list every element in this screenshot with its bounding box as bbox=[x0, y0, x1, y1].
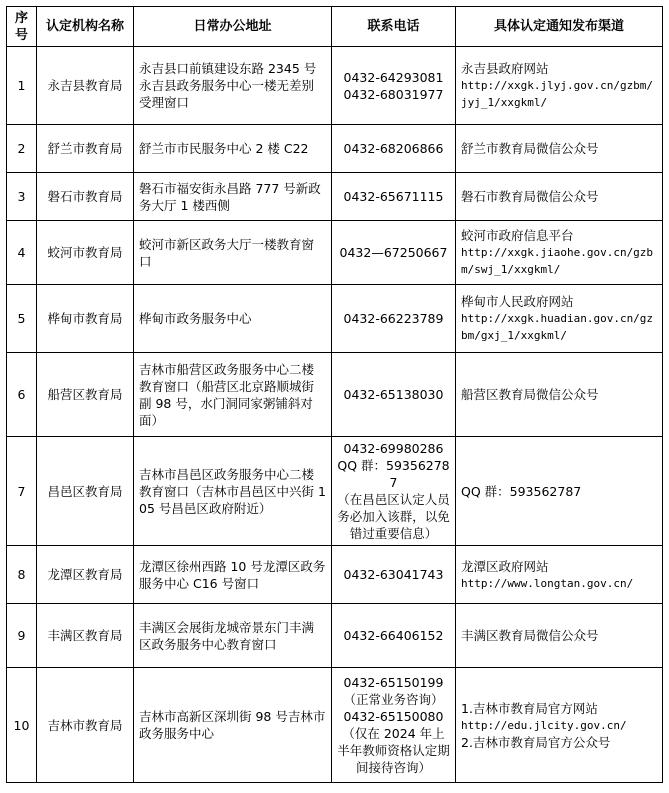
contact-phone bbox=[332, 125, 456, 173]
contact-phone bbox=[332, 546, 456, 604]
channel-url[interactable]: http://www.longtan.gov.cn/ bbox=[461, 576, 634, 590]
header-agency: 认定机构名称 bbox=[37, 7, 134, 47]
channel-url[interactable]: http://xxgk.jiaohe.gov.cn/gzbm/swj_1/xxgkml/ bbox=[461, 246, 654, 276]
agency-name: 船营区教育局 bbox=[37, 353, 134, 437]
contact-phone bbox=[332, 173, 456, 221]
agency-name: 永吉县教育局 bbox=[37, 47, 134, 125]
channel-url[interactable]: http://edu.jlcity.gov.cn/ bbox=[461, 718, 627, 732]
phone-line: （仅在 2024 年上半年教师资格认定期间接待咨询） bbox=[337, 726, 450, 775]
channel-url[interactable]: http://xxgk.jlyj.gov.cn/gzbm/jyj_1/xxgkml/ bbox=[461, 79, 654, 109]
row-index: 5 bbox=[7, 285, 37, 353]
notice-channel bbox=[456, 353, 663, 437]
phone-line: 0432-68031977 bbox=[343, 86, 444, 102]
notice-channel bbox=[456, 285, 663, 353]
table-row bbox=[7, 668, 663, 783]
office-address: 蛟河市新区政务大厅一楼教育窗口 bbox=[134, 221, 332, 285]
channel-label: QQ 群：593562787 bbox=[461, 483, 582, 499]
table-row bbox=[7, 353, 663, 437]
notice-channel bbox=[456, 437, 663, 546]
contact-phone bbox=[332, 437, 456, 546]
notice-channel bbox=[456, 668, 663, 783]
office-address: 吉林市昌邑区政务服务中心二楼教育窗口（吉林市昌邑区中兴街 105 号昌邑区政府附近） bbox=[134, 437, 332, 546]
phone-line: 0432-69980286 bbox=[343, 441, 444, 456]
phone-line: （在昌邑区认定人员务必加入该群，以免错过重要信息） bbox=[337, 492, 450, 541]
table-row bbox=[7, 221, 663, 285]
notice-channel bbox=[456, 546, 663, 604]
phone-line: 0432-64293081 bbox=[343, 69, 444, 85]
table-row bbox=[7, 437, 663, 546]
contact-phone bbox=[332, 221, 456, 285]
notice-channel bbox=[456, 125, 663, 173]
contact-phone bbox=[332, 604, 456, 668]
channel-label: 舒兰市教育局微信公众号 bbox=[461, 141, 599, 156]
phone-line: 0432-65671115 bbox=[343, 189, 444, 204]
agency-name: 桦甸市教育局 bbox=[37, 285, 134, 353]
office-address: 磐石市福安街永昌路 777 号新政务大厅 1 楼西侧 bbox=[134, 173, 332, 221]
agency-name: 磐石市教育局 bbox=[37, 173, 134, 221]
contact-phone bbox=[332, 285, 456, 353]
channel-label: 永吉县政府网站 bbox=[461, 61, 549, 76]
certification-agency-table bbox=[6, 6, 663, 783]
phone-line: QQ 群：593562787 bbox=[337, 458, 450, 490]
table-row bbox=[7, 285, 663, 353]
phone-line: 0432-66223789 bbox=[343, 311, 444, 326]
notice-channel bbox=[456, 173, 663, 221]
agency-name: 舒兰市教育局 bbox=[37, 125, 134, 173]
office-address: 永吉县口前镇建设东路 2345 号永吉县政务服务中心一楼无差别受理窗口 bbox=[134, 47, 332, 125]
notice-channel bbox=[456, 47, 663, 125]
agency-name: 丰满区教育局 bbox=[37, 604, 134, 668]
phone-line: （正常业务咨询） bbox=[343, 692, 444, 707]
office-address: 龙潭区徐州西路 10 号龙潭区政务服务中心 C16 号窗口 bbox=[134, 546, 332, 604]
row-index: 2 bbox=[7, 125, 37, 173]
agency-name: 龙潭区教育局 bbox=[37, 546, 134, 604]
office-address: 吉林市船营区政务服务中心二楼教育窗口（船营区北京路顺城街副 98 号，水门洞同家粥铺斜对面） bbox=[134, 353, 332, 437]
agency-name: 蛟河市教育局 bbox=[37, 221, 134, 285]
row-index: 8 bbox=[7, 546, 37, 604]
row-index: 9 bbox=[7, 604, 37, 668]
channel-label: 1.吉林市教育局官方网站 bbox=[461, 700, 598, 716]
row-index: 10 bbox=[7, 668, 37, 783]
row-index: 4 bbox=[7, 221, 37, 285]
contact-phone bbox=[332, 353, 456, 437]
table-row bbox=[7, 47, 663, 125]
notice-channel bbox=[456, 221, 663, 285]
office-address: 舒兰市市民服务中心 2 楼 C22 bbox=[134, 125, 332, 173]
phone-line: 0432-65150199 bbox=[343, 675, 444, 690]
contact-phone bbox=[332, 47, 456, 125]
phone-line: 0432-66406152 bbox=[343, 628, 444, 643]
channel-label: 2.吉林市教育局官方公众号 bbox=[461, 734, 611, 750]
office-address: 丰满区会展街龙城帝景东门丰满区政务服务中心教育窗口 bbox=[134, 604, 332, 668]
row-index: 7 bbox=[7, 437, 37, 546]
header-address: 日常办公地址 bbox=[134, 7, 332, 47]
table-header-row bbox=[7, 7, 663, 47]
channel-label: 丰满区教育局微信公众号 bbox=[461, 628, 599, 643]
notice-channel bbox=[456, 604, 663, 668]
office-address: 吉林市高新区深圳街 98 号吉林市政务服务中心 bbox=[134, 668, 332, 783]
row-index: 3 bbox=[7, 173, 37, 221]
channel-label: 蛟河市政府信息平台 bbox=[461, 228, 574, 243]
phone-line: 0432—67250667 bbox=[339, 245, 448, 260]
contact-phone bbox=[332, 668, 456, 783]
table-row bbox=[7, 173, 663, 221]
office-address: 桦甸市政务服务中心 bbox=[134, 285, 332, 353]
phone-line: 0432-65150080 bbox=[343, 709, 444, 724]
phone-line: 0432-65138030 bbox=[343, 387, 444, 402]
row-index: 6 bbox=[7, 353, 37, 437]
channel-label: 桦甸市人民政府网站 bbox=[461, 294, 574, 309]
channel-label: 磐石市教育局微信公众号 bbox=[461, 189, 599, 204]
header-channel: 具体认定通知发布渠道 bbox=[456, 7, 663, 47]
phone-line: 0432-68206866 bbox=[343, 141, 444, 156]
agency-name: 吉林市教育局 bbox=[37, 668, 134, 783]
row-index: 1 bbox=[7, 47, 37, 125]
channel-url[interactable]: http://xxgk.huadian.gov.cn/gzbm/gxj_1/xxgkml/ bbox=[461, 312, 654, 342]
channel-label: 船营区教育局微信公众号 bbox=[461, 387, 599, 402]
agency-name: 昌邑区教育局 bbox=[37, 437, 134, 546]
table-row bbox=[7, 604, 663, 668]
header-index: 序号 bbox=[7, 7, 37, 47]
channel-label: 龙潭区政府网站 bbox=[461, 558, 549, 574]
table-row bbox=[7, 546, 663, 604]
phone-line: 0432-63041743 bbox=[343, 567, 444, 582]
table-row bbox=[7, 125, 663, 173]
header-phone: 联系电话 bbox=[332, 7, 456, 47]
